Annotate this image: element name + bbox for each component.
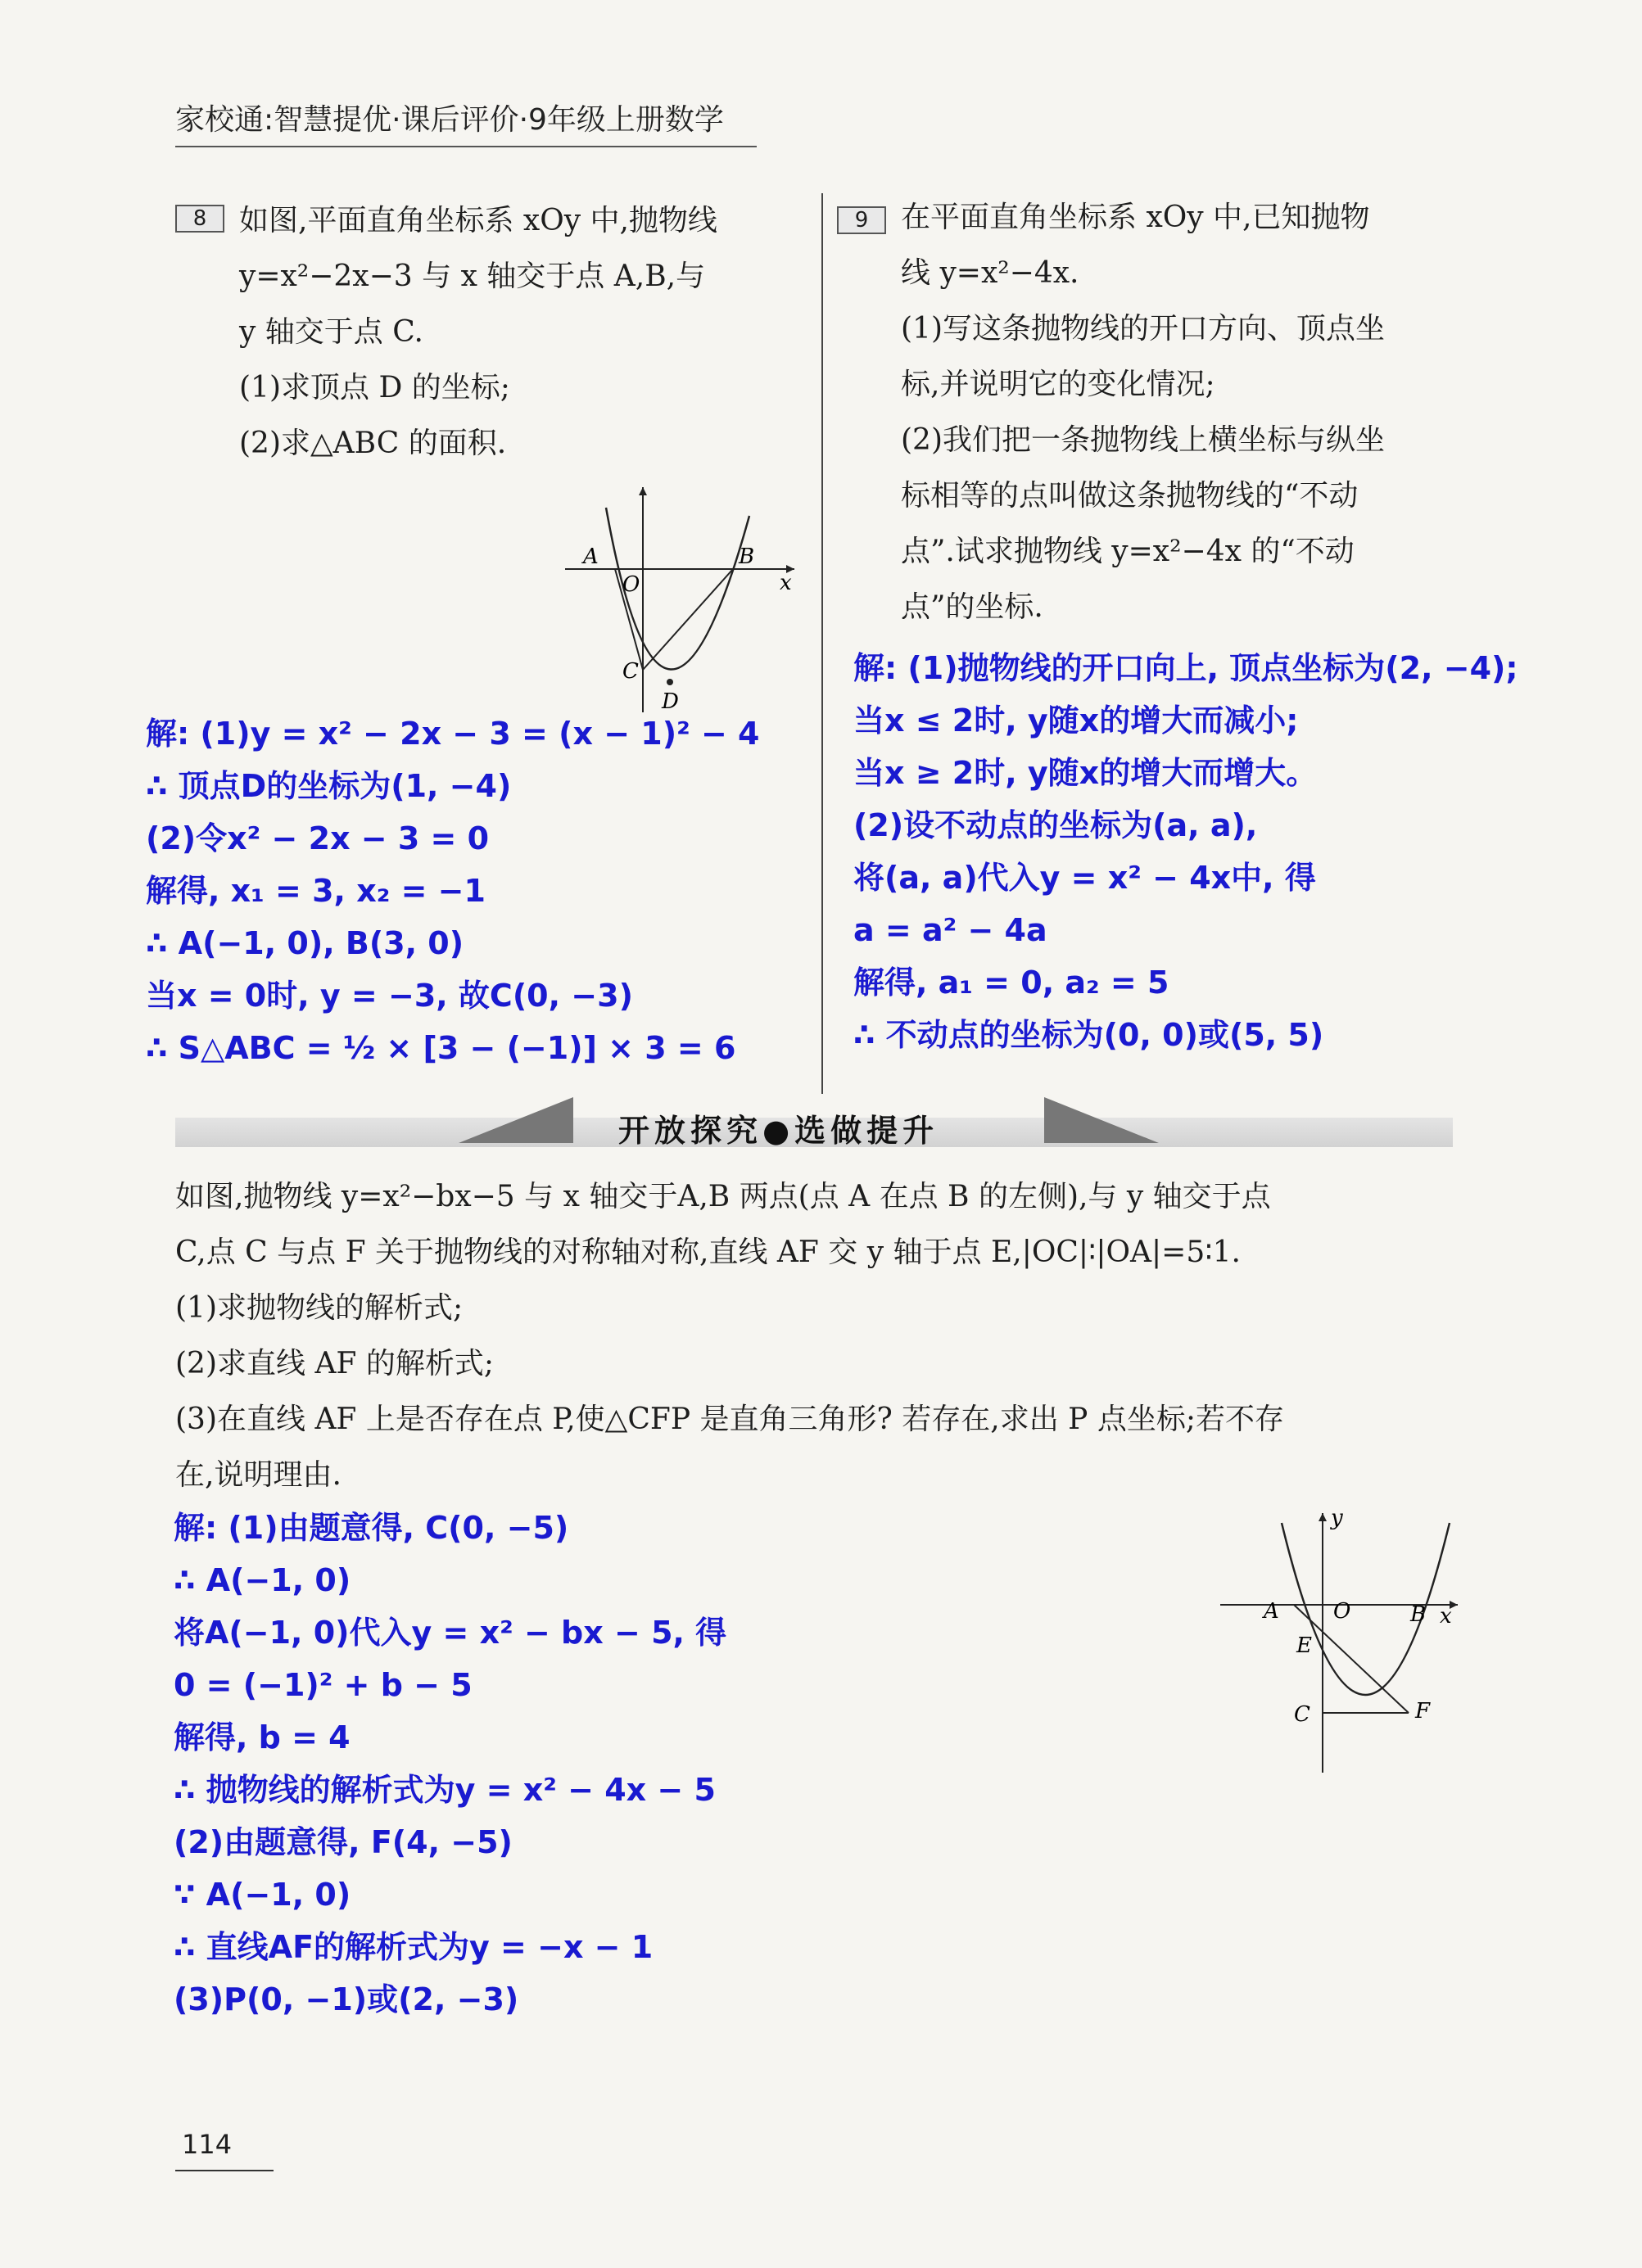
q10-answer-line: ∴ 抛物线的解析式为y = x² − 4x − 5 [174, 1772, 716, 1808]
section-decoration-left [459, 1097, 573, 1143]
q10-line: (2)求直线 AF 的解析式; [175, 1347, 494, 1380]
q9-line: (2)我们把一条抛物线上横坐标与纵坐 [901, 423, 1385, 457]
question-9-text [901, 190, 1385, 635]
q10-line: 在,说明理由. [175, 1458, 342, 1492]
q10-line: C,点 C 与点 F 关于抛物线的对称轴对称,直线 AF 交 y 轴于点 E,|OC|∶|OA|=5∶1. [175, 1236, 1241, 1269]
q9-line: 点”的坐标. [901, 590, 1043, 624]
q9-answer-line: (2)设不动点的坐标为(a, a), [853, 807, 1258, 843]
question-9-number-box [837, 206, 886, 234]
q8-label-D: D [662, 689, 679, 714]
q10-label-x: x [1440, 1604, 1452, 1629]
q9-line: (1)写这条抛物线的开口方向、顶点坐 [901, 312, 1385, 346]
q8-line: y=x²−2x−3 与 x 轴交于点 A,B,与 [239, 260, 706, 293]
page-number-rule [175, 2170, 274, 2171]
q10-label-B: B [1410, 1602, 1427, 1627]
q8-line: (1)求顶点 D 的坐标; [239, 371, 510, 404]
q10-line: (3)在直线 AF 上是否存在点 P,使△CFP 是直角三角形? 若存在,求出 P 点坐标;若不存 [175, 1403, 1284, 1436]
q9-answer-line: a = a² − 4a [853, 912, 1047, 948]
q10-answer-line: (2)由题意得, F(4, −5) [174, 1824, 513, 1860]
page-number: 114 [182, 2129, 233, 2160]
section-title: 开放探究●选做提升 [618, 1113, 939, 1149]
q8-line: 如图,平面直角坐标系 xOy 中,抛物线 [239, 204, 717, 237]
column-divider [821, 193, 823, 1094]
question-8-answer [146, 707, 759, 1074]
q10-label-E: E [1296, 1633, 1312, 1658]
section-decoration-right [1044, 1097, 1159, 1143]
question-10-answer [174, 1502, 726, 2026]
q9-line: 点”.试求抛物线 y=x²−4x 的“不动 [901, 535, 1355, 568]
q10-answer-line: 解得, b = 4 [174, 1719, 351, 1755]
q8-answer-line: ∴ S△ABC = ½ × [3 − (−1)] × 3 = 6 [146, 1030, 736, 1066]
q8-label-x: x [780, 571, 792, 595]
q8-line: y 轴交于点 C. [239, 315, 423, 349]
question-8-text [239, 193, 717, 472]
q10-answer-line: 解: (1)由题意得, C(0, −5) [174, 1510, 569, 1546]
q8-label-O: O [622, 572, 640, 597]
q9-answer-line: 将(a, a)代入y = x² − 4x中, 得 [853, 860, 1316, 896]
q10-line: (1)求抛物线的解析式; [175, 1291, 464, 1325]
q8-label-C: C [622, 659, 639, 684]
q8-answer-line: ∴ 顶点D的坐标为(1, −4) [146, 768, 512, 804]
q9-answer-line: ∴ 不动点的坐标为(0, 0)或(5, 5) [853, 1017, 1324, 1053]
q10-answer-line: 0 = (−1)² + b − 5 [174, 1667, 473, 1703]
q9-line: 标相等的点叫做这条抛物线的“不动 [901, 479, 1359, 513]
q10-answer-line: ∵ A(−1, 0) [174, 1877, 351, 1913]
question-8-number: 8 [175, 205, 224, 233]
q10-answer-line: ∴ 直线AF的解析式为y = −x − 1 [174, 1929, 654, 1965]
q9-answer-line: 解: (1)抛物线的开口向上, 顶点坐标为(2, −4); [853, 650, 1518, 686]
page-header: 家校通:智慧提优·课后评价·9年级上册数学 [175, 103, 724, 137]
q9-line: 线 y=x²−4x. [901, 256, 1079, 290]
q9-line: 在平面直角坐标系 xOy 中,已知抛物 [901, 201, 1370, 234]
q8-answer-line: 解: (1)y = x² − 2x − 3 = (x − 1)² − 4 [146, 716, 760, 752]
q10-label-O: O [1333, 1599, 1351, 1624]
q10-label-F: F [1415, 1699, 1431, 1724]
q8-label-A: A [583, 544, 599, 569]
q8-answer-line: ∴ A(−1, 0), B(3, 0) [146, 925, 464, 961]
q8-label-B: B [739, 544, 755, 569]
header-rule [175, 146, 757, 147]
q10-answer-line: 将A(−1, 0)代入y = x² − bx − 5, 得 [174, 1615, 727, 1651]
question-8-number-box [175, 205, 224, 233]
question-9-answer [853, 642, 1518, 1061]
q10-label-C: C [1294, 1702, 1310, 1727]
q9-answer-line: 当x ≥ 2时, y随x的增大而增大。 [853, 755, 1318, 791]
q10-line: 如图,抛物线 y=x²−bx−5 与 x 轴交于A,B 两点(点 A 在点 B 的左侧),与 y 轴交于点 [175, 1180, 1271, 1213]
q9-line: 标,并说明它的变化情况; [901, 368, 1215, 401]
q8-parabola-figure [557, 483, 803, 721]
q10-label-y: y [1331, 1507, 1343, 1530]
q10-answer-line: (3)P(0, −1)或(2, −3) [174, 1981, 519, 2017]
q8-answer-line: 解得, x₁ = 3, x₂ = −1 [146, 873, 486, 909]
q10-answer-line: ∴ A(−1, 0) [174, 1562, 351, 1598]
q9-answer-line: 解得, a₁ = 0, a₂ = 5 [853, 965, 1169, 1001]
q8-answer-line: 当x = 0时, y = −3, 故C(0, −3) [146, 978, 633, 1014]
question-10-text [175, 1169, 1284, 1503]
question-9-number: 9 [837, 206, 886, 234]
q10-parabola-figure [1212, 1507, 1466, 1777]
q10-label-A: A [1264, 1599, 1279, 1624]
q9-answer-line: 当x ≤ 2时, y随x的增大而减小; [853, 703, 1299, 739]
q8-answer-line: (2)令x² − 2x − 3 = 0 [146, 820, 490, 856]
q8-line: (2)求△ABC 的面积. [239, 427, 507, 460]
